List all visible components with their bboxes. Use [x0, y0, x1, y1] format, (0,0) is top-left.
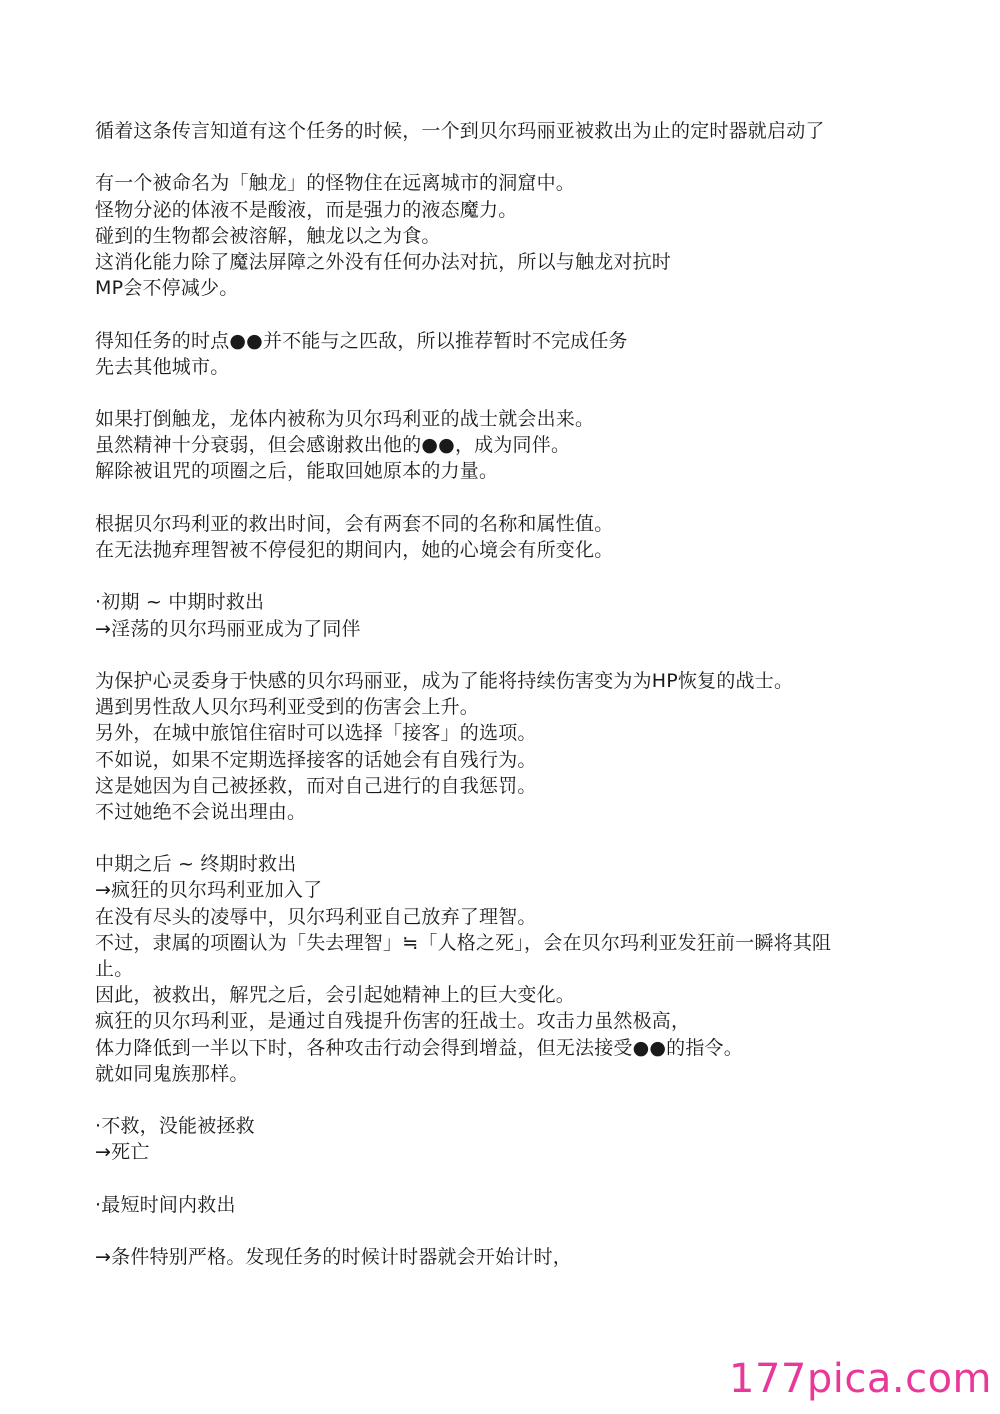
text-line: 因此，被救出，解咒之后，会引起她精神上的巨大变化。	[95, 984, 576, 1007]
text-line: MP会不停减少。	[95, 277, 239, 300]
text-line: ·初期 ~ 中期时救出	[95, 591, 265, 614]
text-line: 就如同鬼族那样。	[95, 1062, 249, 1085]
text-line: →死亡	[95, 1141, 150, 1164]
blank-line	[95, 1087, 915, 1113]
text-line: 这消化能力除了魔法屏障之外没有任何办法对抗，所以与触龙对抗时	[95, 250, 672, 273]
blank-line	[95, 485, 915, 511]
text-line: ·最短时间内救出	[95, 1193, 236, 1216]
text-line: 循着这条传言知道有这个任务的时候，一个到贝尔玛丽亚被救出为止的定时器就启动了	[95, 120, 825, 142]
text-line: 在没有尽头的凌辱中，贝尔玛利亚自己放弃了理智。	[95, 905, 537, 928]
blank-line	[95, 380, 915, 406]
text-line: 先去其他城市。	[95, 355, 230, 378]
document-body	[95, 118, 915, 1270]
blank-line	[95, 144, 915, 170]
text-line: 不过，隶属的项圈认为「失去理智」≒「人格之死」，会在贝尔玛利亚发狂前一瞬将其阻	[95, 931, 832, 954]
blank-line	[95, 563, 915, 589]
watermark: 177pica.com	[729, 1356, 992, 1402]
text-line: 为保护心灵委身于快感的贝尔玛丽亚，成为了能将持续伤害变为为HP恢复的战士。	[95, 669, 794, 692]
text-line: 中期之后 ~ 终期时救出	[95, 853, 297, 876]
text-line: 如果打倒触龙，龙体内被称为贝尔玛利亚的战士就会出来。	[95, 408, 595, 431]
text-line: 这是她因为自己被拯救，而对自己进行的自我惩罚。	[95, 774, 537, 797]
text-line: →淫荡的贝尔玛丽亚成为了同伴	[95, 617, 361, 640]
blank-line	[95, 642, 915, 668]
text-line: 怪物分泌的体液不是酸液，而是强力的液态魔力。	[95, 198, 518, 221]
text-line: 不如说，如果不定期选择接客的话她会有自残行为。	[95, 748, 537, 771]
text-line: 疯狂的贝尔玛利亚，是通过自残提升伤害的狂战士。攻击力虽然极高，	[95, 1010, 691, 1033]
text-line: →条件特别严格。发现任务的时候计时器就会开始计时，	[95, 1246, 572, 1269]
text-line: 有一个被命名为「触龙」的怪物住在远离城市的洞窟中。	[95, 172, 576, 195]
text-line: 遇到男性敌人贝尔玛利亚受到的伤害会上升。	[95, 696, 480, 719]
blank-line	[95, 825, 915, 851]
text-line: 碰到的生物都会被溶解，触龙以之为食。	[95, 224, 441, 247]
text-line: 止。	[95, 958, 134, 980]
text-line: 得知任务的时点●●并不能与之匹敌，所以推荐暂时不完成任务	[95, 329, 628, 352]
text-line: →疯狂的贝尔玛利亚加入了	[95, 879, 323, 902]
text-line: 解除被诅咒的项圈之后，能取回她原本的力量。	[95, 460, 499, 483]
text-line: 在无法抛弃理智被不停侵犯的期间内，她的心境会有所变化。	[95, 539, 614, 561]
blank-line	[95, 301, 915, 327]
text-line: ·不救，没能被拯救	[95, 1115, 255, 1138]
text-line: 虽然精神十分衰弱，但会感谢救出他的●●，成为同伴。	[95, 434, 571, 457]
text-line: 另外，在城中旅馆住宿时可以选择「接客」的选项。	[95, 722, 537, 745]
blank-line	[95, 1218, 915, 1244]
text-line: 体力降低到一半以下时，各种攻击行动会得到增益，但无法接受●●的指令。	[95, 1036, 743, 1059]
text-line: 根据贝尔玛利亚的救出时间，会有两套不同的名称和属性值。	[95, 512, 614, 535]
text-line: 不过她绝不会说出理由。	[95, 800, 307, 823]
blank-line	[95, 1166, 915, 1192]
